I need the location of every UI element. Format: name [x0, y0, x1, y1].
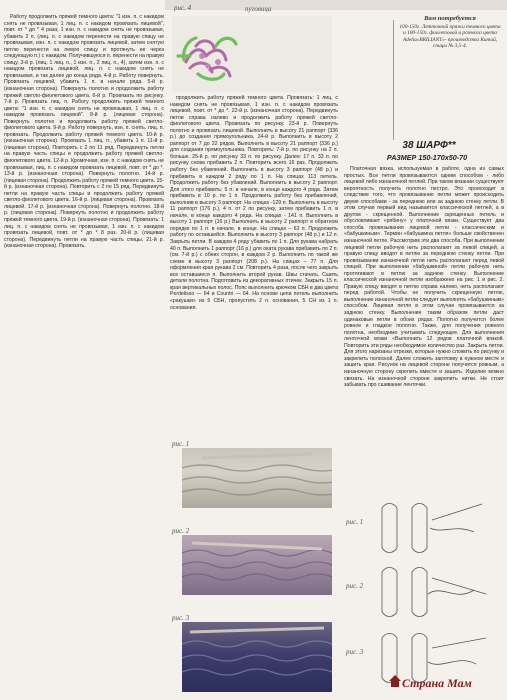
button-figure	[172, 16, 332, 92]
materials-heading: Вам потребуется	[424, 15, 476, 22]
watermark-logo: Страна Мам	[402, 676, 472, 690]
photo-3-label: рис. 3	[172, 614, 190, 622]
knitting-photo-2	[182, 535, 332, 595]
button-label: пуговица	[245, 5, 272, 13]
figure-4-label: рис. 4	[174, 4, 192, 12]
right-text-column	[344, 166, 504, 496]
knitting-photo-1	[182, 448, 332, 508]
left-column-text: Работу продолжить пряжей темного цвета: "1 изн. п. с накидом снять не провязывая, 1 лиц. п. с накидом провязать лицевой", повт. от * до * 4 раза; 1 изн. п. с накидом снять не провязывая, убавить 2 п. (лиц. п. с накидом перенести на правую спицу не провязывая, изн. п. с накидом провязать лицевой, затем снятую петлю перенести на левую спицу и протянуть ее через следующую п.) с накидом. Получившуюся п. перенести на правую спицу. 3-й р. (лиц. 1 лиц. п., 1 изн. п., 2 лиц. п., 4), затем изн. п. с накидом провязать лицевой, лиц. п. с накидом снять не провязывая, и так далее до конца ряда. 4-й р. Работу повернуть. Провязать лицевой, убавить 1 п. в начале ряда. 5-й р. (изнаночная сторона). Повернуть полотно и продолжить работу пряжей светло-фиолетового цвета. 6-й р. Провязать по рисунку. 7-й р. Провязать лиц. п. Работу продолжить пряжей темного цвета: "1 изн. п. с накидом снять не провязывая, 1 лиц. п. с накидом провязать лицевой". 8-й р. (лицевая сторона). Повернуть полотно и продолжить работу пряжей светло-фиолетового цвета. 9-й р. Работу повернуть, изн. п. снять, лиц. п. провязать. Продолжить работу пряжей темного цвета. 10-й р. (изнаночная сторона). Провязать 1 лиц. п., убавить 1 п. 11-й р. (лицевая сторона). Повторить с 2 по 11 ряд. Передвинуть петли на правую часть спицы и продолжить работу пряжей светло-фиолетового цвета. 12-й р. Кромочная, изн. п. с накидом снять не провязывая, лиц. п. с накидом провязать лицевой, повт. от * до *. 13-й р. (изнаночная сторона). Повернуть полотно. 14-й р. (лицевая сторона). Продолжить работу пряжей темного цвета. 15-й р. (изнаночная сторона). Повторить с 2 по 15 ряд. Передвинуть петли на правую часть спицы и продолжить работу пряжей светло-фиолетового цвета. 16-й р. (лицевая сторона). Провязать лицевой. 17-й р. (изнаночная сторона). Повернуть полотно. 18-й р. (лицевая сторона). Повернуть полотно и продолжить работу пряжей темного цвета. 19-й р. (изнаночная сторона). Провязать: 1 лиц. п. с накидом снять не провязывая, 1 изн. п. с накидом провязать лицевой, повт. от * до * 8 раз. 20-й р. (лицевая сторона). Передвинуть петли на правую часть спицы. 21-й р. (изнаночная сторона). Провязать.	[4, 14, 164, 250]
page-title: 38 ШАРФ**	[402, 140, 456, 151]
materials-box	[398, 16, 502, 50]
stitch-diagrams	[362, 498, 502, 694]
diagram-3-label: рис. 3	[346, 648, 364, 656]
materials-text: 100-150г. Летточной пряжи темного цвета и 100-150г. фиолетовой и розового цвета Adelia»BRILIANT»- производства Китай, спицы № 3,5-4.	[399, 23, 501, 50]
middle-text-column	[170, 95, 338, 435]
header-strip	[165, 0, 507, 10]
divider-line	[393, 20, 394, 140]
left-text-column	[4, 14, 164, 698]
diagram-2-label: рис. 2	[346, 582, 364, 590]
watermark-house-icon	[388, 674, 402, 693]
right-column-text: Платочная вязка, используемая в работе, одна из самых простых. Все петли провязываются одним способом - либо лицевой либо изнаночной петлей. При таком вязании существуют вероятность получить полотно пестро. Это происходит в следствие того, что провязывание петли может происходить двумя способами - за переднюю или за заднюю стенку петли. В этом случае первый вид называется классической петлей, а в другом - скрещенной. Выполнение скрещенных петель и обусловливает «рябину» у платочной вязки. Существует два способа провязывания лицевой петли - классическим и «бабушкиным». Термин «бабушкина петля» больше свойственен изнаночной петле. Рассмотрим эти два способа. При выполнении лицевой петли рабочую нить располагают за левой спицей, а правую спицу вводят в петлю за переднюю стенку петли. При провязывании изнаночной петли нить располагают перед левой спицей. При выполнении «бабушкиной» петли рабочую нить протягивают в петлю за заднюю стенку. Выполнение классической изнаночной петли изображено на рис. 1 и рис. 2. Правую спицу вводят в петлю справа налево, нить располагают перед работой. Чтобы не получить скрещенную петлю, выполнение изнаночной петли следует выполнять «бабушкиным» способом. Лицевая петля в этом случае провязывается за заднюю стенку. Выполнение таким образом петли даст одинаковые петли в обоих рядах. Полотно получится более ровное и гладкое полотно. Также, для получения ровного полотна, необходимо учитывать следующее. Для выполнения ленточной вязки «Выполнить 12 рядов платочной вязкой. Повторить эти ряды необходимое количество раз. Закрыть петли. Для этого нарезаны отрезки, которые нужно сложить по рисунку и закрепить полоской. Далее сложить заготовку в нужном месте и зашить края. Рисунок на лицевой стороне получится ровным, а изнаночную сторону скрепить вместе и зашить. Изделие можно связать. На изнаночной стороне закрепить нитки. Не стоит забывать про сшивание ленточки.	[344, 166, 504, 389]
size-line: РАЗМЕР 150-170х50-70	[386, 153, 468, 162]
middle-column-text: продолжить работу пряжей темного цвета. Провязать: 1 лиц. с накидом снять не провязывая, 1 изн. п. с накидом провязать лицевой, повт. от * до *. 22-й р. (изнаночная сторона). Передвинуть петли справа налево и продолжить работу пряжей светло-фиолетового цвета. Провязать по рисунку. 23-й р. Повернуть полотно и провязать лицевой. Выполнить в высоту 21 раппорт (336 р.) до создания прямоугольника, 24-й р. Выполнить в высоту 2 раппорт от 7 до 22 рядов. Выполнить в высоту 21 раппорт (336 р.) для создания прямоугольника. Повторить: 7-й р. по рисунку на 2 п. больше. 25-й р. по рисунку 33 п. по рисунку. Далее: 17 п. 33 п. по рисунку снова прибавить 2 п. Повторить всего 16 раз. Продолжить работу без убавлений. Выполнить в высоту 3 раппорт (48 р.) и прибавить в каждом 2 ряду по 1 п. На спицах 113 петель. Продолжить работу без убавлений. Выполнить в высоту 2 раппорт. Для этого прибавить: 5 п. в начале, в конце каждого 4 ряда. Затем прибавить в 10 р. по 1 п. Продолжить работу без прибавлений, выполнив в высоту 3 раппорт. На спицах -129 п. Выполнить в высоту 11 раппорт (176 р.), 4 п. от 2 по рисунку, затем прибавить 1 п. в начале, в конце каждого 4 ряда. На спицах - 141 п. Выполнить в высоту 1 раппорт (16 р.) Выполнить в высоту 2 раппорт в обратном порядке по 1 п. в начале, в конце. На спицах – 63 п. Продолжить работу по оставшейся. Выполнить в высоту 3 раппорт (48 р.) и 12 п. Закрыть петли. В каждом 4 ряду убавить по 1 п. Для рукава набрать 40 п. Выполнить 1 раппорт (16 р.) для оката рукава прибавить по 2 п. (см. 7-й р.) с обеих сторон, в каждом 2 р. Выполнить по такой же схеме в высоту 3 раппорт (208 р.). На спицах – 77 п. Для оформления края рукава 2 см. Повторить 4 раза, после чего закрыть все оставшиеся п. Выполнить второй рукав. Швы стачать. Сшить детали полотна. Подготовить из декоративных птичек. Закрыть 15 п. края вертикальных полос. Пояс выполнить крючком СБН в два цвета Perdelisso — 64 и Countri — 64. На основе цепи петель выполнить «ракушки» из 5 СБН, пропустить 2 п. основания, 5 СН из 1 п. основания.	[170, 95, 338, 311]
knitting-photo-3	[182, 622, 332, 692]
photo-2-label: рис. 2	[172, 527, 190, 535]
diagram-1-label: рис. 1	[346, 518, 364, 526]
photo-1-label: рис. 1	[172, 440, 190, 448]
button-flower-illustration	[172, 16, 332, 92]
